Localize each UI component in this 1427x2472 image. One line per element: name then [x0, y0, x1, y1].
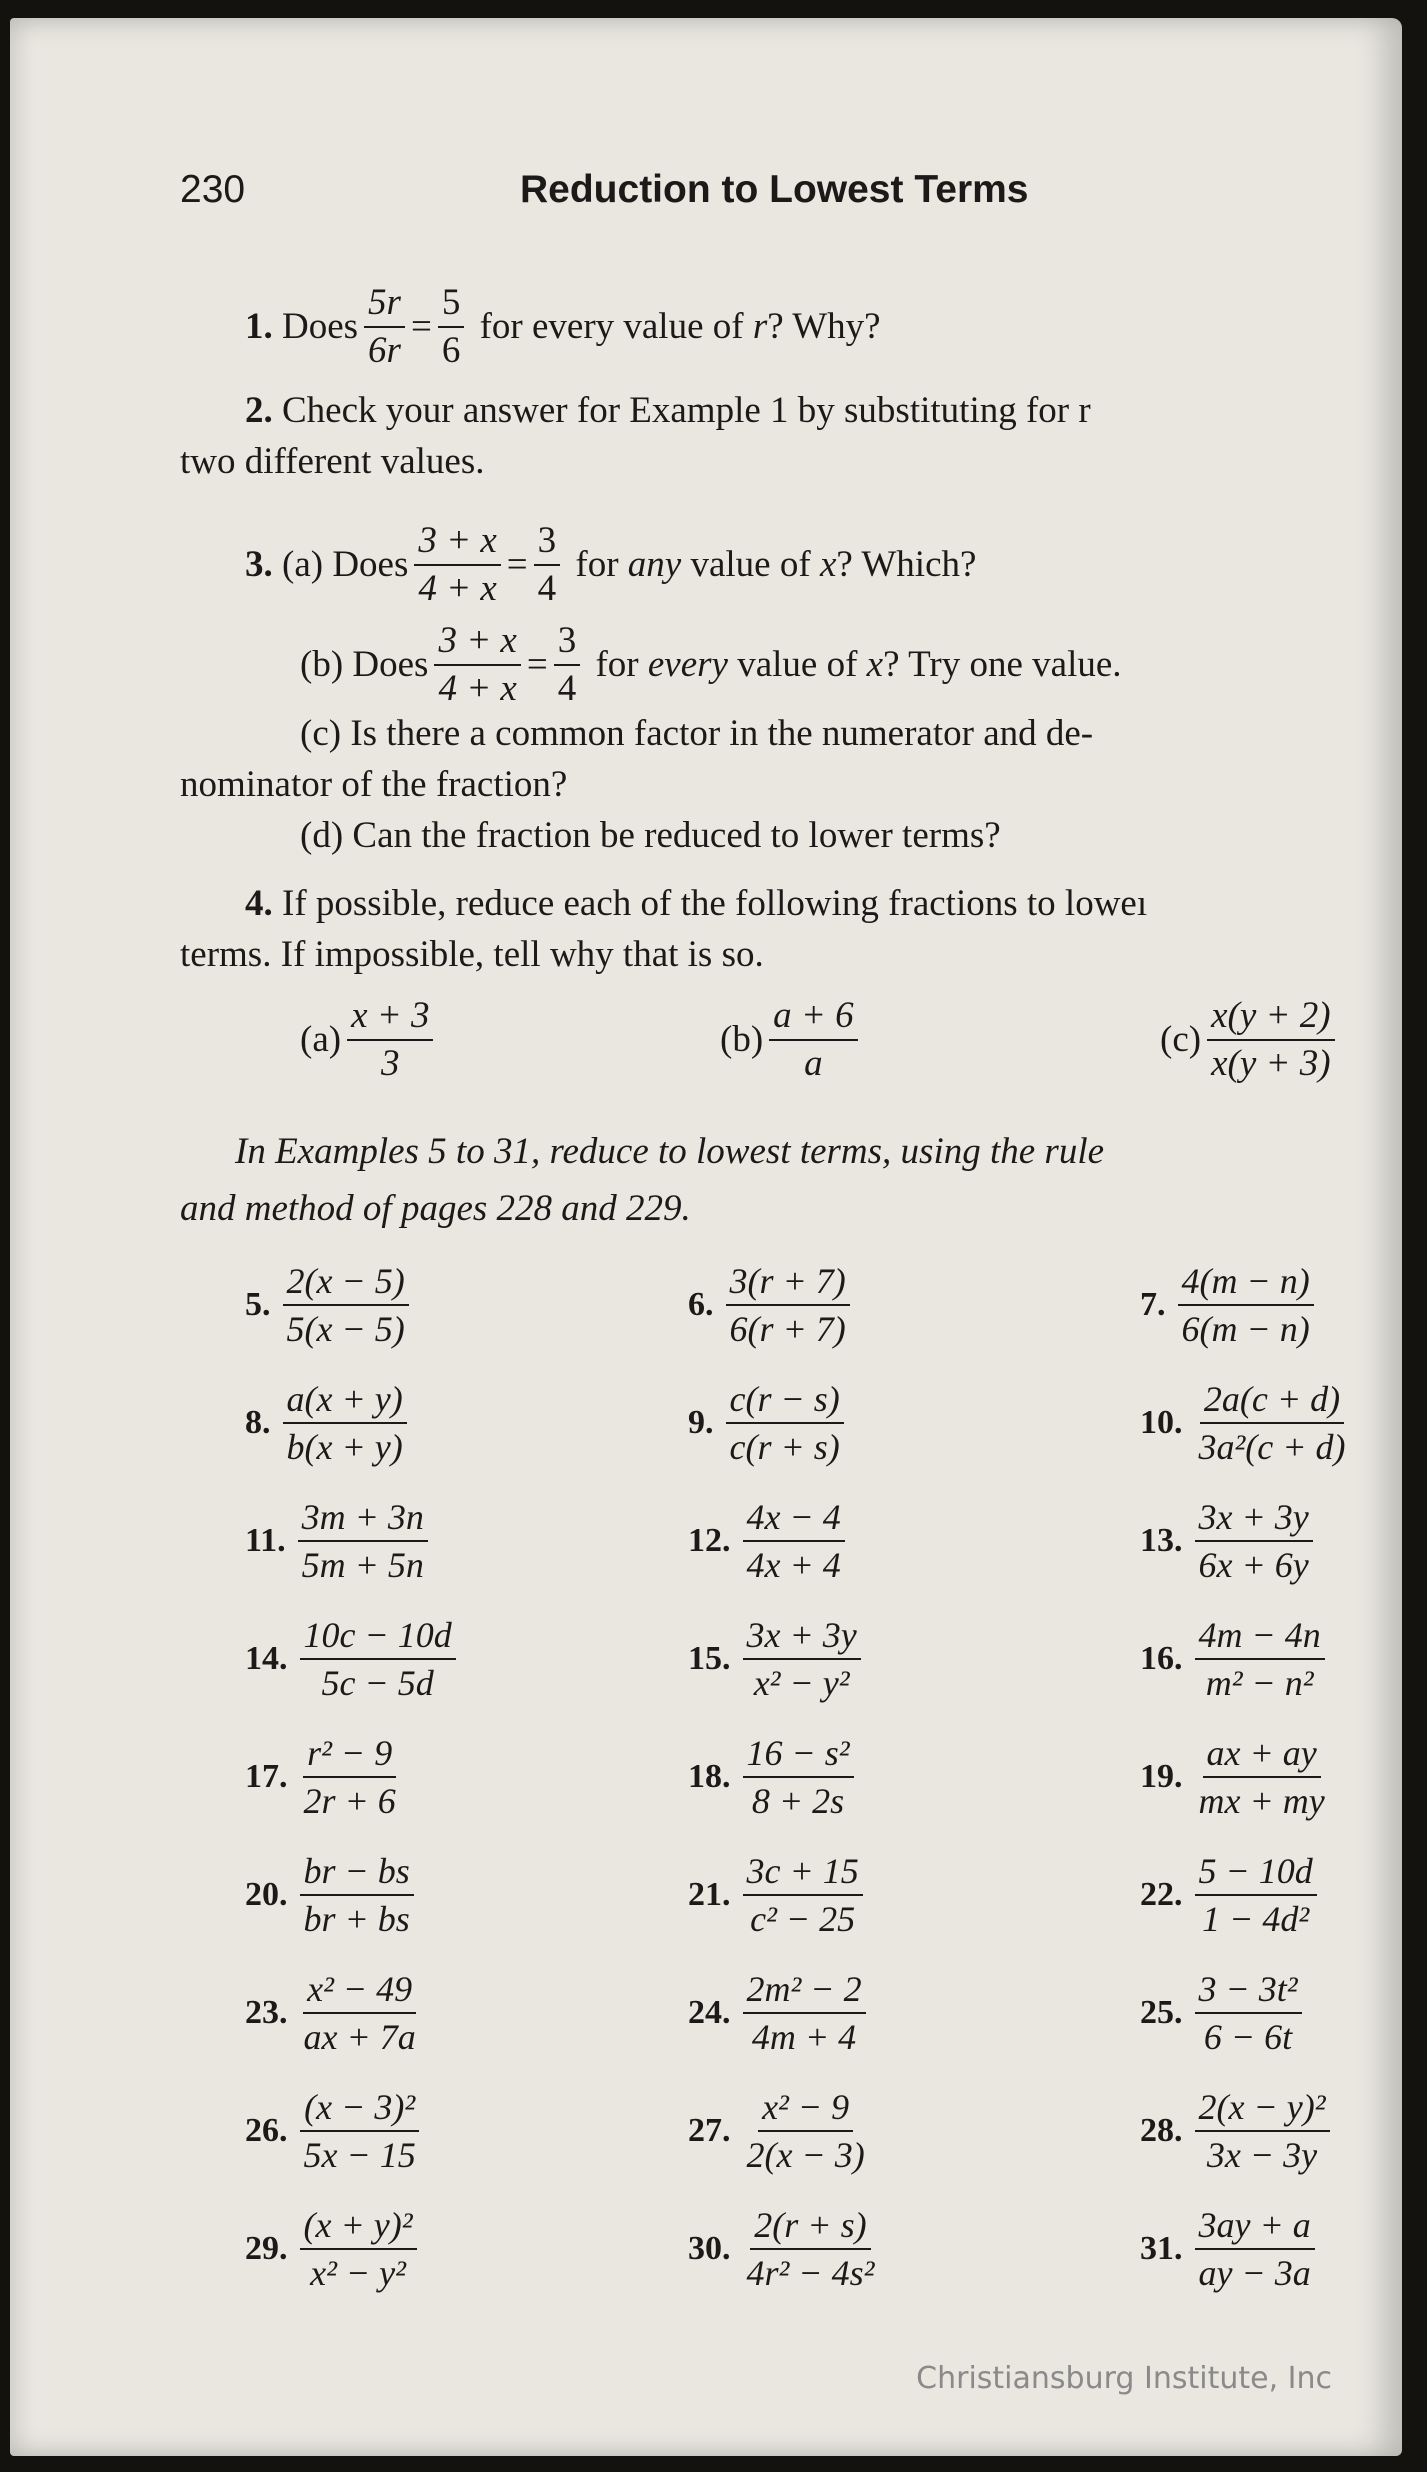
text: ? Try one value. — [883, 644, 1122, 685]
example-item — [245, 1494, 434, 1588]
fraction — [1195, 1730, 1329, 1824]
fraction — [743, 1494, 845, 1588]
text: Can the fraction be reduced to lower terms? — [352, 815, 1001, 856]
fraction — [1195, 2202, 1315, 2296]
example-item — [1140, 1612, 1331, 1706]
denominator: m² − n² — [1205, 1663, 1314, 1703]
fraction — [726, 1258, 850, 1352]
denominator: 5(x − 5) — [286, 1309, 405, 1349]
denominator: 1 − 4d² — [1202, 1899, 1310, 1939]
example-number: 12. — [688, 1522, 731, 1559]
part-label: (c) — [1160, 1019, 1202, 1060]
example-item — [1140, 2084, 1336, 2178]
text: Does — [282, 306, 359, 347]
question-1 — [245, 280, 881, 374]
emphasis: every — [647, 644, 728, 685]
numerator: 5r — [364, 280, 405, 328]
example-item — [1140, 2202, 1321, 2296]
denominator: 5c − 5d — [321, 1663, 434, 1703]
example-number: 6. — [688, 1286, 714, 1323]
example-item — [1140, 1848, 1323, 1942]
numerator: 2(x − y)² — [1195, 2084, 1330, 2132]
numerator: x + 3 — [347, 993, 433, 1041]
part-label: (a) — [282, 544, 324, 585]
numerator: (x + y)² — [300, 2202, 417, 2250]
text: Is there a common factor in the numerator and de- — [350, 713, 1094, 754]
denominator: x² − y² — [310, 2253, 406, 2293]
numerator: x(y + 2) — [1207, 993, 1334, 1041]
example-item — [688, 2084, 875, 2178]
fraction — [1195, 2084, 1330, 2178]
text: Does — [332, 544, 409, 585]
example-item — [688, 2202, 884, 2296]
denominator: 4 + x — [418, 568, 497, 609]
instructions-line-2: and method of pages 228 and 229. — [180, 1188, 691, 1229]
text: Does — [352, 644, 429, 685]
denominator: br + bs — [303, 1899, 410, 1939]
numerator: a(x + y) — [283, 1376, 407, 1424]
denominator: 4m + 4 — [751, 2017, 857, 2057]
fraction — [743, 1730, 854, 1824]
question-3c-continued: nominator of the fraction? — [180, 764, 568, 805]
question-2 — [245, 385, 1091, 437]
example-number: 25. — [1140, 1994, 1183, 2031]
part-label: (b) — [720, 1019, 764, 1060]
denominator: ax + 7a — [303, 2017, 416, 2057]
numerator: 3 — [554, 618, 581, 666]
fraction — [1207, 993, 1334, 1087]
example-number: 23. — [245, 1994, 288, 2031]
numerator: 3(r + 7) — [726, 1258, 850, 1306]
fraction — [1195, 1612, 1325, 1706]
text: ? Why? — [767, 306, 881, 347]
example-number: 21. — [688, 1876, 731, 1913]
part-label: (c) — [300, 713, 342, 754]
example-number: 17. — [245, 1758, 288, 1795]
fraction — [300, 2202, 417, 2296]
numerator: 3x + 3y — [743, 1612, 861, 1660]
example-item — [245, 1966, 426, 2060]
fraction — [300, 2084, 420, 2178]
question-4-continued: terms. If impossible, tell why that is so. — [180, 934, 764, 975]
part-label: (b) — [300, 644, 344, 685]
question-3c — [300, 708, 1093, 760]
question-number: 2. — [245, 390, 273, 431]
numerator: 2(x − 5) — [283, 1258, 409, 1306]
numerator: 10c − 10d — [300, 1612, 456, 1660]
denominator: 6(m − n) — [1181, 1309, 1310, 1349]
example-item — [688, 1730, 860, 1824]
example-item — [1140, 1376, 1356, 1470]
denominator: x² − y² — [753, 1663, 850, 1703]
denominator: 6(r + 7) — [729, 1309, 846, 1349]
example-number: 28. — [1140, 2112, 1183, 2149]
denominator: ay − 3a — [1198, 2253, 1311, 2293]
example-number: 30. — [688, 2230, 731, 2267]
example-item — [245, 1612, 462, 1706]
book-page — [10, 18, 1402, 2456]
denominator: 4 — [557, 668, 577, 709]
text: Check your answer for Example 1 by substituting for r — [282, 390, 1091, 431]
question-4b — [720, 993, 864, 1087]
example-number: 19. — [1140, 1758, 1183, 1795]
fraction — [726, 1376, 844, 1470]
example-number: 11. — [245, 1522, 286, 1559]
example-number: 27. — [688, 2112, 731, 2149]
example-item — [688, 1258, 856, 1352]
fraction — [300, 1612, 456, 1706]
example-item — [1140, 1966, 1308, 2060]
question-number: 3. — [245, 544, 273, 585]
fraction — [300, 1730, 400, 1824]
example-item — [688, 1494, 851, 1588]
fraction — [414, 518, 500, 612]
fraction — [364, 280, 405, 374]
fraction — [1195, 1376, 1350, 1470]
fraction — [1195, 1966, 1302, 2060]
denominator: 4 — [537, 568, 557, 609]
numerator: 2m² − 2 — [743, 1966, 866, 2014]
emphasis: any — [627, 544, 682, 585]
example-item — [245, 1730, 406, 1824]
example-item — [245, 2202, 423, 2296]
example-item — [245, 2084, 426, 2178]
denominator: c² − 25 — [750, 1899, 856, 1939]
example-number: 10. — [1140, 1404, 1183, 1441]
denominator: 6 — [441, 330, 461, 371]
text: value of — [737, 644, 858, 685]
example-item — [245, 1848, 420, 1942]
numerator: (x − 3)² — [300, 2084, 419, 2132]
question-4 — [245, 878, 1147, 930]
fraction — [298, 1494, 428, 1588]
example-number: 15. — [688, 1640, 731, 1677]
text: for — [595, 644, 639, 685]
denominator: 6 − 6t — [1203, 2017, 1293, 2057]
example-item — [245, 1258, 415, 1352]
numerator: x² − 9 — [758, 2084, 853, 2132]
denominator: 3a²(c + d) — [1198, 1427, 1346, 1467]
part-label: (a) — [300, 1019, 342, 1060]
running-head: Reduction to Lowest Terms — [520, 168, 1029, 211]
denominator: 3 — [381, 1043, 400, 1084]
variable: r — [752, 306, 768, 347]
example-number: 8. — [245, 1404, 271, 1441]
fraction — [554, 618, 581, 712]
example-number: 9. — [688, 1404, 714, 1441]
numerator: 4m − 4n — [1195, 1612, 1325, 1660]
numerator: 3 — [534, 518, 561, 566]
fraction — [1178, 1258, 1314, 1352]
numerator: br − bs — [300, 1848, 414, 1896]
part-label: (d) — [300, 815, 344, 856]
question-3b — [300, 618, 1122, 712]
numerator: 2a(c + d) — [1200, 1376, 1344, 1424]
fraction — [438, 280, 465, 374]
numerator: 4(m − n) — [1178, 1258, 1314, 1306]
denominator: 8 + 2s — [751, 1781, 845, 1821]
text: ? Which? — [836, 544, 977, 585]
example-item — [688, 1376, 850, 1470]
example-item — [688, 1612, 867, 1706]
fraction — [743, 1966, 866, 2060]
text: for — [575, 544, 619, 585]
fraction — [300, 1848, 414, 1942]
fraction — [347, 993, 433, 1087]
watermark: Christiansburg Institute, Inc — [916, 2361, 1332, 2396]
numerator: 3 − 3t² — [1195, 1966, 1302, 2014]
text: If possible, reduce each of the following fractions to loweı — [282, 883, 1148, 924]
denominator: 4x + 4 — [746, 1545, 841, 1585]
fraction — [769, 993, 857, 1087]
numerator: r² − 9 — [303, 1730, 396, 1778]
example-item — [1140, 1730, 1335, 1824]
denominator: 6r — [368, 330, 401, 371]
example-item — [1140, 1258, 1320, 1352]
fraction — [534, 518, 561, 612]
question-2-continued: two different values. — [180, 441, 485, 482]
variable: x — [819, 544, 837, 585]
denominator: b(x + y) — [286, 1427, 403, 1467]
example-number: 24. — [688, 1994, 731, 2031]
example-number: 5. — [245, 1286, 271, 1323]
variable: x — [866, 644, 884, 685]
numerator: x² − 49 — [303, 1966, 416, 2014]
question-number: 1. — [245, 306, 273, 347]
denominator: 4r² − 4s² — [746, 2253, 875, 2293]
example-number: 13. — [1140, 1522, 1183, 1559]
example-number: 29. — [245, 2230, 288, 2267]
fraction — [743, 2084, 869, 2178]
example-number: 20. — [245, 1876, 288, 1913]
example-item — [1140, 1494, 1319, 1588]
fraction — [283, 1258, 409, 1352]
example-number: 22. — [1140, 1876, 1183, 1913]
numerator: 3 + x — [414, 518, 500, 566]
fraction — [434, 618, 520, 712]
numerator: 3 + x — [434, 618, 520, 666]
fraction — [743, 1612, 861, 1706]
numerator: 3x + 3y — [1195, 1494, 1313, 1542]
text: value of — [690, 544, 811, 585]
numerator: 5 — [438, 280, 465, 328]
denominator: 4 + x — [438, 668, 517, 709]
fraction — [1195, 1848, 1317, 1942]
numerator: 3m + 3n — [298, 1494, 428, 1542]
denominator: x(y + 3) — [1211, 1043, 1331, 1084]
example-number: 18. — [688, 1758, 731, 1795]
question-4c — [1160, 993, 1341, 1087]
numerator: 2(r + s) — [750, 2202, 870, 2250]
example-number: 26. — [245, 2112, 288, 2149]
numerator: a + 6 — [769, 993, 857, 1041]
question-number: 4. — [245, 883, 273, 924]
fraction — [1195, 1494, 1313, 1588]
numerator: c(r − s) — [726, 1376, 844, 1424]
numerator: 3ay + a — [1195, 2202, 1315, 2250]
example-item — [688, 1848, 869, 1942]
equals-sign: = — [410, 306, 432, 347]
denominator: a — [804, 1043, 823, 1084]
example-number: 7. — [1140, 1286, 1166, 1323]
denominator: c(r + s) — [729, 1427, 840, 1467]
denominator: 3x − 3y — [1206, 2135, 1318, 2175]
example-item — [245, 1376, 413, 1470]
equals-sign: = — [506, 544, 528, 585]
example-number: 16. — [1140, 1640, 1183, 1677]
fraction — [743, 1848, 863, 1942]
numerator: ax + ay — [1203, 1730, 1321, 1778]
numerator: 16 − s² — [743, 1730, 854, 1778]
question-3d — [300, 810, 1001, 862]
text: for every value of — [479, 306, 744, 347]
example-number: 31. — [1140, 2230, 1183, 2267]
denominator: mx + my — [1198, 1781, 1325, 1821]
example-number: 14. — [245, 1640, 288, 1677]
question-3a — [245, 518, 976, 612]
denominator: 5m + 5n — [301, 1545, 424, 1585]
page-number: 230 — [180, 168, 246, 211]
equals-sign: = — [526, 644, 548, 685]
example-item — [688, 1966, 872, 2060]
fraction — [300, 1966, 420, 2060]
numerator: 3c + 15 — [743, 1848, 863, 1896]
denominator: 5x − 15 — [303, 2135, 416, 2175]
fraction — [283, 1376, 407, 1470]
denominator: 2(x − 3) — [746, 2135, 865, 2175]
numerator: 5 − 10d — [1195, 1848, 1317, 1896]
numerator: 4x − 4 — [743, 1494, 845, 1542]
fraction — [743, 2202, 879, 2296]
instructions-line-1: In Examples 5 to 31, reduce to lowest terms, using the rule — [235, 1131, 1105, 1172]
question-4a — [300, 993, 439, 1087]
denominator: 6x + 6y — [1198, 1545, 1309, 1585]
denominator: 2r + 6 — [303, 1781, 396, 1821]
